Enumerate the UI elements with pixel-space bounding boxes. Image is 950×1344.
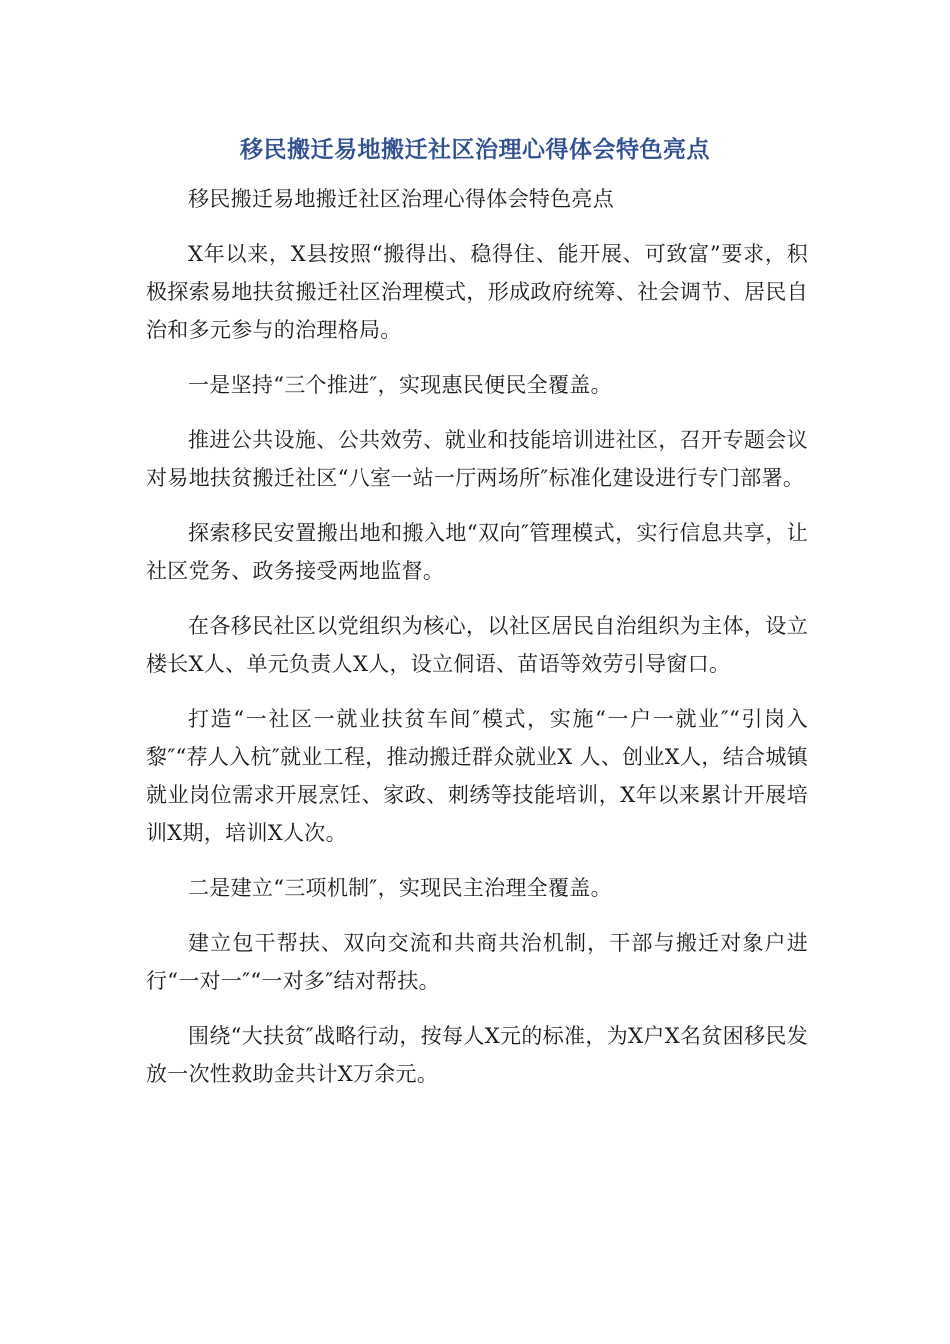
paragraph: 探索移民安置搬出地和搬入地“双向″管理模式，实行信息共享，让社区党务、政务接受两地监督。 <box>146 521 808 583</box>
paragraph: 围绕“大扶贫″战略行动，按每人X元的标准，为X户X名贫困移民发放一次性救助金共计X万余元。 <box>146 1024 808 1086</box>
paragraph-heading-two: 二是建立“三项机制″，实现民主治理全覆盖。 <box>188 876 612 900</box>
document-title: 移民搬迁易地搬迁社区治理心得体会特色亮点 <box>240 137 710 163</box>
paragraph: 建立包干帮扶、双向交流和共商共治机制，干部与搬迁对象户进行“一对一″“一对多″结对帮扶。 <box>146 931 808 993</box>
paragraph: 在各移民社区以党组织为核心，以社区居民自治组织为主体，设立楼长X人、单元负责人X人，设立侗语、苗语等效劳引导窗口。 <box>146 614 808 676</box>
paragraph-subtitle: 移民搬迁易地搬迁社区治理心得体会特色亮点 <box>188 187 614 211</box>
paragraph: 推进公共设施、公共效劳、就业和技能培训进社区，召开专题会议对易地扶贫搬迁社区“八室一站一厅两场所″标准化建设进行专门部署。 <box>146 428 808 490</box>
paragraph-heading-one: 一是坚持“三个推进″，实现惠民便民全覆盖。 <box>188 373 612 397</box>
document-body <box>146 180 808 1110</box>
paragraph: 打造“一社区一就业扶贫车间″模式，实施“一户一就业″“引岗入黎″“荐人入杭″就业工程，推动搬迁群众就业X 人、创业X人，结合城镇就业岗位需求开展烹饪、家政、刺绣等技能培训，X年以来累计开展培训X期，培训X人次。 <box>146 707 808 845</box>
paragraph-intro: X年以来，X县按照“搬得出、稳得住、能开展、可致富”要求，积极探索易地扶贫搬迁社区治理模式，形成政府统筹、社会调节、居民自治和多元参与的治理格局。 <box>146 242 808 342</box>
